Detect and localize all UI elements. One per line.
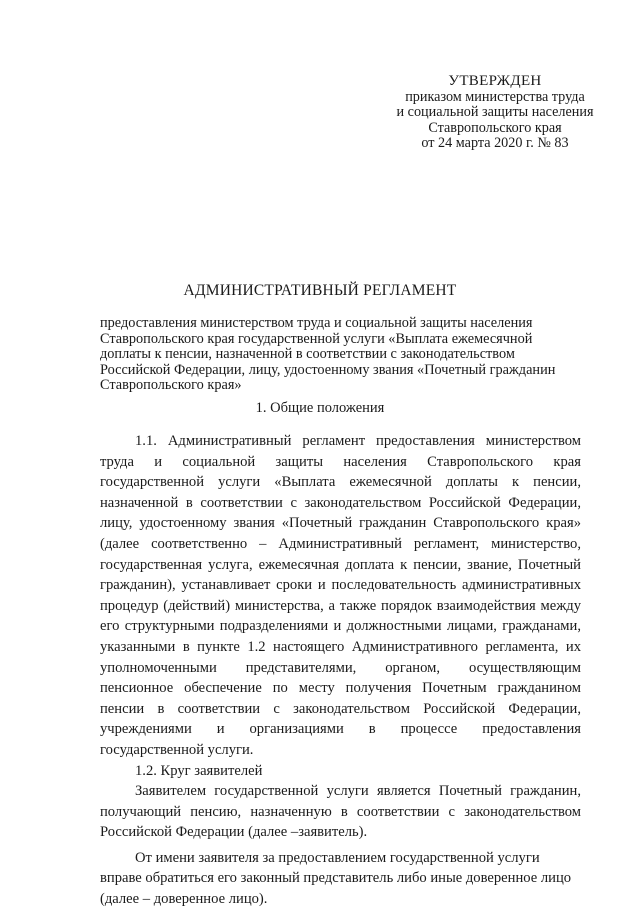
section-heading: 1. Общие положения [255, 400, 385, 416]
paragraph-1-2-heading: 1.2. Круг заявителей [135, 762, 263, 779]
approval-line-2: и социальной защиты населения [396, 104, 594, 120]
approval-line-1: приказом министерства труда [405, 88, 585, 105]
document-title: АДМИНИСТРАТИВНЫЙ РЕГЛАМЕНТ [183, 282, 457, 299]
approval-heading: УТВЕРЖДЕН [448, 73, 542, 89]
paragraph-representative: От имени заявителя за предоставлением государственной услуги вправе обратиться его законный представитель либо иные доверенное лицо (далее – доверенное лицо). [100, 849, 572, 908]
paragraph-1-1: 1.1. Административный регламент предоставления министерством труда и социальной защиты населения Ставропольского края государственной услуги «Выплата ежемесячной доплаты к пенсии, назначенной в соответствии с законодательством Российской Федерации, лицу, удостоенному звания «Почетный гражданин Ставропольского края» (далее соответственно – Административный регламент, министерство, государственная услуга, ежемесячная доплата к пенсии, звание, Почетный гражданин), устанавливает сроки и последовательность административных процедур (действий) министерства, а также порядок взаимодействия между его структурными подразделениями и должностными лицами, гражданами, указанными в пункте 1.2 настоящего Административного регламента, их уполномоченными представителями, органом, осуществляющим пенсионное обеспечение по месту получения Почетным гражданином пенсии в соответствии с законодательством Российской Федерации, учреждениями и организациями в процессе предоставления государственной услуги. [100, 433, 581, 758]
approval-line-3: Ставропольского края [428, 119, 562, 136]
approval-date-line: от 24 марта 2020 г. № 83 [421, 135, 569, 151]
paragraph-applicant: Заявителем государственной услуги является Почетный гражданин, получающий пенсию, назначенную в соответствии с законодательством Российской Федерации (далее –заявитель). [100, 783, 581, 841]
section-body [100, 431, 581, 910]
document-subtitle: предоставления министерством труда и социальной защиты населения Ставропольского края государственной услуги «Выплата ежемесячной доплаты к пенсии, назначенной в соответствии с законодательством Российской Федерации, лицу, удостоенному звания «Почетный гражданин Ставропольского края» [100, 315, 556, 394]
approval-stamp [380, 74, 610, 152]
